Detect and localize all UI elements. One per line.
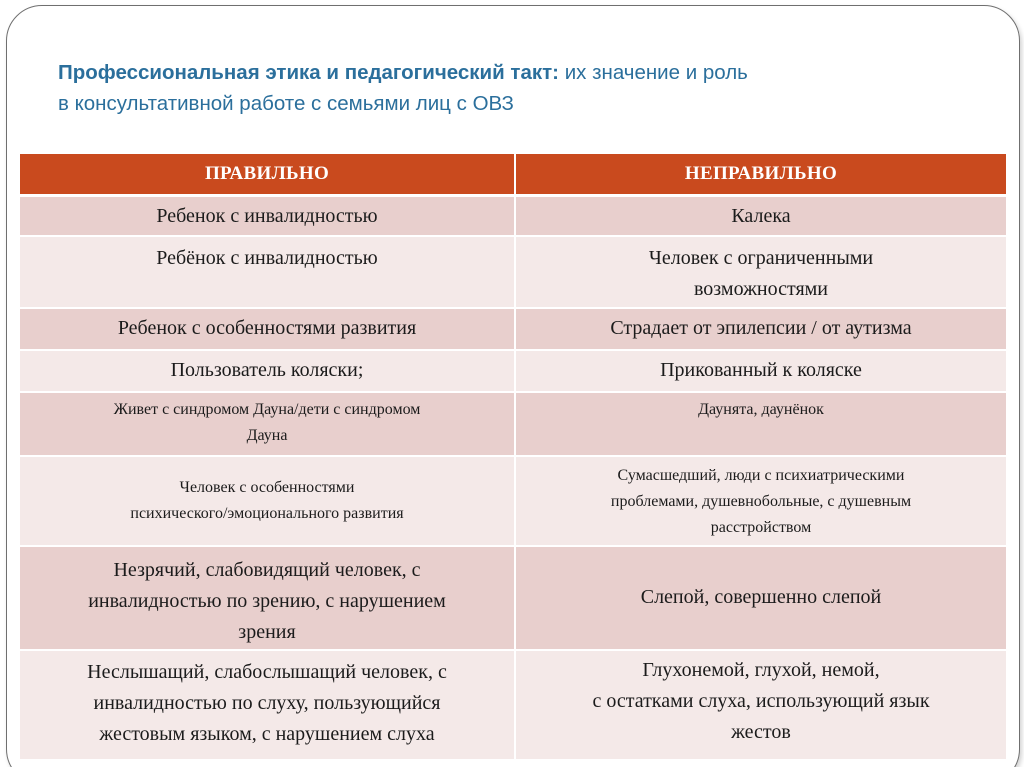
cell-correct-text: Ребенок с особенностями развития: [117, 316, 417, 339]
cell-incorrect-text: Даунята, даунёнок: [698, 400, 824, 418]
cell-incorrect-text: Глухонемой, глухой, немой, с остатками слуха, использующий язык жестов: [592, 658, 930, 743]
cell-correct-text: Ребёнок с инвалидностью: [156, 246, 378, 269]
cell-incorrect: [515, 546, 1006, 650]
cell-incorrect-text: Калека: [731, 205, 791, 227]
terms-table: [20, 154, 1006, 761]
title-line-2: в консультативной работе с семьями лиц с ОВЗ: [58, 92, 514, 115]
cell-correct: [20, 236, 515, 308]
cell-correct-text: Пользователь коляски;: [170, 358, 364, 381]
cell-incorrect: [515, 308, 1006, 350]
cell-correct: [20, 350, 515, 392]
header-incorrect: НЕПРАВИЛЬНО: [515, 154, 1006, 196]
cell-incorrect: [515, 196, 1006, 236]
cell-incorrect-text: Человек с ограниченными возможностями: [648, 246, 874, 300]
table-row: [20, 650, 1006, 760]
title-normal-part: их значение и роль: [559, 61, 748, 84]
cell-correct: [20, 546, 515, 650]
table-header-row: [20, 154, 1006, 196]
title-bold-part: Профессиональная этика и педагогический такт:: [58, 61, 559, 84]
cell-correct: [20, 650, 515, 760]
cell-incorrect-text: Сумасшедший, люди с психиатрическими проблемами, душевнобольные, с душевным расстройством: [610, 466, 912, 536]
cell-correct-text: Живет с синдромом Дауна/дети с синдромом Дауна: [113, 400, 421, 444]
cell-correct: [20, 456, 515, 546]
table-row: [20, 546, 1006, 650]
cell-incorrect: [515, 350, 1006, 392]
table-row: [20, 308, 1006, 350]
cell-incorrect-text: Слепой, совершенно слепой: [640, 586, 882, 608]
cell-incorrect-text: Страдает от эпилепсии / от аутизма: [610, 316, 912, 339]
cell-correct: [20, 392, 515, 456]
table-row: [20, 456, 1006, 546]
table-row: [20, 392, 1006, 456]
cell-correct-text: Незрячий, слабовидящий человек, с инвалидностью по зрению, с нарушением зрения: [88, 558, 446, 643]
header-correct: ПРАВИЛЬНО: [20, 154, 515, 196]
cell-correct-text: Ребенок с инвалидностью: [156, 205, 378, 227]
cell-incorrect: [515, 236, 1006, 308]
cell-incorrect: [515, 650, 1006, 760]
cell-correct-text: Человек с особенностями психического/эмоционального развития: [130, 478, 404, 522]
table-row: [20, 236, 1006, 308]
cell-incorrect: [515, 392, 1006, 456]
cell-correct-text: Неслышащий, слабослышащий человек, с инвалидностью по слуху, пользующийся жестовым языком, с нарушением слуха: [87, 660, 447, 745]
cell-correct: [20, 196, 515, 236]
table-row: [20, 350, 1006, 392]
table-row: [20, 196, 1006, 236]
cell-correct: [20, 308, 515, 350]
slide-title: [58, 57, 958, 119]
cell-incorrect-text: Прикованный к коляске: [660, 358, 862, 381]
cell-incorrect: [515, 456, 1006, 546]
